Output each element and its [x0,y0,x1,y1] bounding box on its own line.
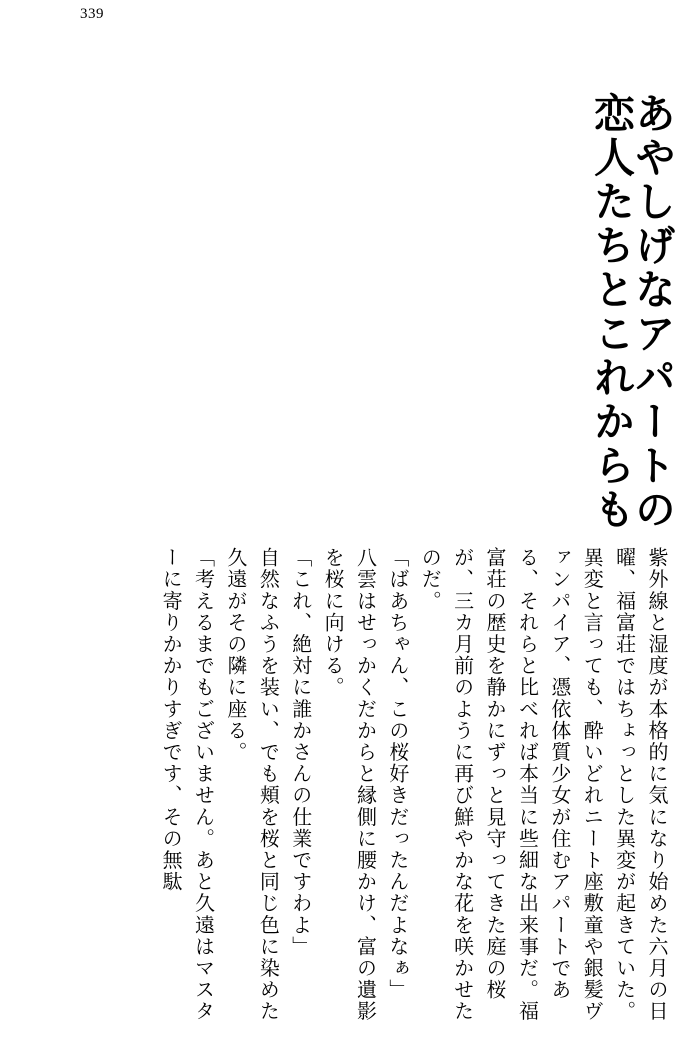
paragraph: 八雲はせっかくだからと縁側に腰かけ、富の遺影を桜に向ける。 [321,546,376,1022]
paragraph: 紫外線と湿度が本格的に気になり始めた六月の日曜、福富荘ではちょっとした異変が起きていた。 [612,546,667,1022]
paragraph: 自然なふうを装い、でも頬を桜と同じ色に染めた久遠がその隣に座る。 [223,546,279,1022]
vertical-text-body [18,50,675,1040]
body-text-column [154,547,672,1040]
paragraph: 「これ、絶対に誰かさんの仕業ですわよ」 [288,546,311,958]
paragraph: 異変と言っても、酔いどれニート座敷童や銀髪ヴァンパイア、憑依体質少女が住むアパートである、それらと比べれば本当に些細な出来事だ。福富荘の歴史を静かにずっと見守ってきた庭の桜が、三カ月前のように再び鮮やかな花を咲かせたのだ。 [418,546,603,1022]
chapter-title: あやしげなアパートの恋人たちとこれからも [588,92,675,532]
paragraph: 「考えるまでもございません。あと久遠はマスターに寄りかかりすぎです、その無駄 [159,546,214,1022]
page-number: 339 [80,6,104,22]
paragraph: 「ばあちゃん、この桜好きだったんだよなぁ」 [385,546,408,1001]
